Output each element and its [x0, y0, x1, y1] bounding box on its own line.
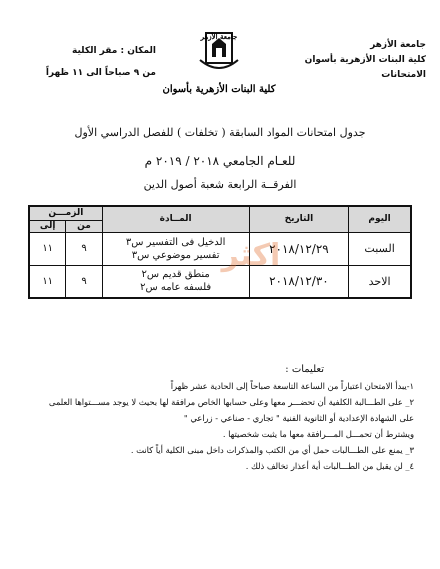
instruction-item: ويشترط أن تحمـــل المـــرافقة معها ما يثبت شخصيتها .	[222, 429, 414, 439]
logo-top-text: جامعة الأزهر	[200, 32, 238, 41]
subject-line: منطق قديم س٢	[141, 269, 210, 281]
col-subject-header: المــادة	[102, 206, 249, 232]
cell-day: السبت	[349, 232, 411, 265]
cell-date: ٢٠١٨/١٢/٣٠	[249, 265, 349, 298]
academic-year: للعـام الجامعي ٢٠١٨ / ٢٠١٩ م	[144, 154, 296, 168]
instruction-item: على الشهادة الإعدادية أو الثانوية الفنية " تجاري - صناعي - زراعي "	[183, 413, 414, 423]
cell-to: ١١	[29, 265, 66, 298]
subject-line: الدخيل فى التفسير س٣	[125, 236, 226, 248]
instruction-item: ٣_ يمنع على الطـــالبات حمل أي من الكتب والمذكرات داخل مبنى الكلية أياً كانت .	[130, 445, 414, 455]
logo-bottom-text: كلية البنات الأزهرية بأسوان	[162, 84, 276, 95]
exam-location: المكان : مقر الكلية	[72, 46, 156, 56]
col-day-header: اليوم	[349, 206, 411, 232]
cell-day: الاحد	[349, 265, 411, 298]
institution-header	[276, 38, 426, 83]
instruction-item: ١-يبدأ الامتحان اعتباراً من الساعة التاسعة صباحاً إلى الحادية عشر ظهراً	[170, 381, 414, 391]
schedule-title: جدول امتحانات المواد السابقة ( تخلفات ) للفصل الدراسي الأول	[74, 126, 366, 139]
cell-date: ٢٠١٨/١٢/٢٩	[249, 232, 349, 265]
col-to-header: إلى	[29, 220, 66, 232]
cell-to: ١١	[29, 232, 66, 265]
col-time-header: الزمـــن	[29, 206, 102, 220]
instructions	[22, 362, 414, 474]
department-name: الامتحانات	[381, 70, 426, 80]
exam-location-header	[16, 40, 156, 84]
college-name: كلية البنات الأزهرية بأسوان	[304, 55, 426, 65]
cell-from: ٩	[66, 232, 102, 265]
subject-line: فلسفه عامه س٢	[140, 282, 212, 294]
cell-from: ٩	[66, 265, 102, 298]
instructions-title: تعليمات :	[285, 364, 324, 375]
instruction-item: ٢_ على الطـــالبة الكلفية أن تحضـــر معها وعلى حسابها الخاص مرافقة لها بحيث لا يوجد مســـتواها العلمى	[48, 397, 414, 407]
instruction-item: ٤_ لن يقبل من الطـــالبات أية أعذار تخالف ذلك .	[245, 461, 414, 471]
exam-hours: من ٩ صباحاً الى ١١ ظهراً	[45, 68, 156, 78]
col-from-header: من	[66, 220, 102, 232]
subject-line: تفسير موضوعي س٣	[131, 249, 220, 261]
col-date-header: التاريخ	[249, 206, 349, 232]
university-name: جامعة الأزهر	[370, 40, 426, 50]
student-group: الفرقــة الرابعة شعبة أصول الدين	[143, 178, 297, 191]
watermark: اكثر	[221, 238, 281, 273]
college-logo	[160, 30, 278, 100]
